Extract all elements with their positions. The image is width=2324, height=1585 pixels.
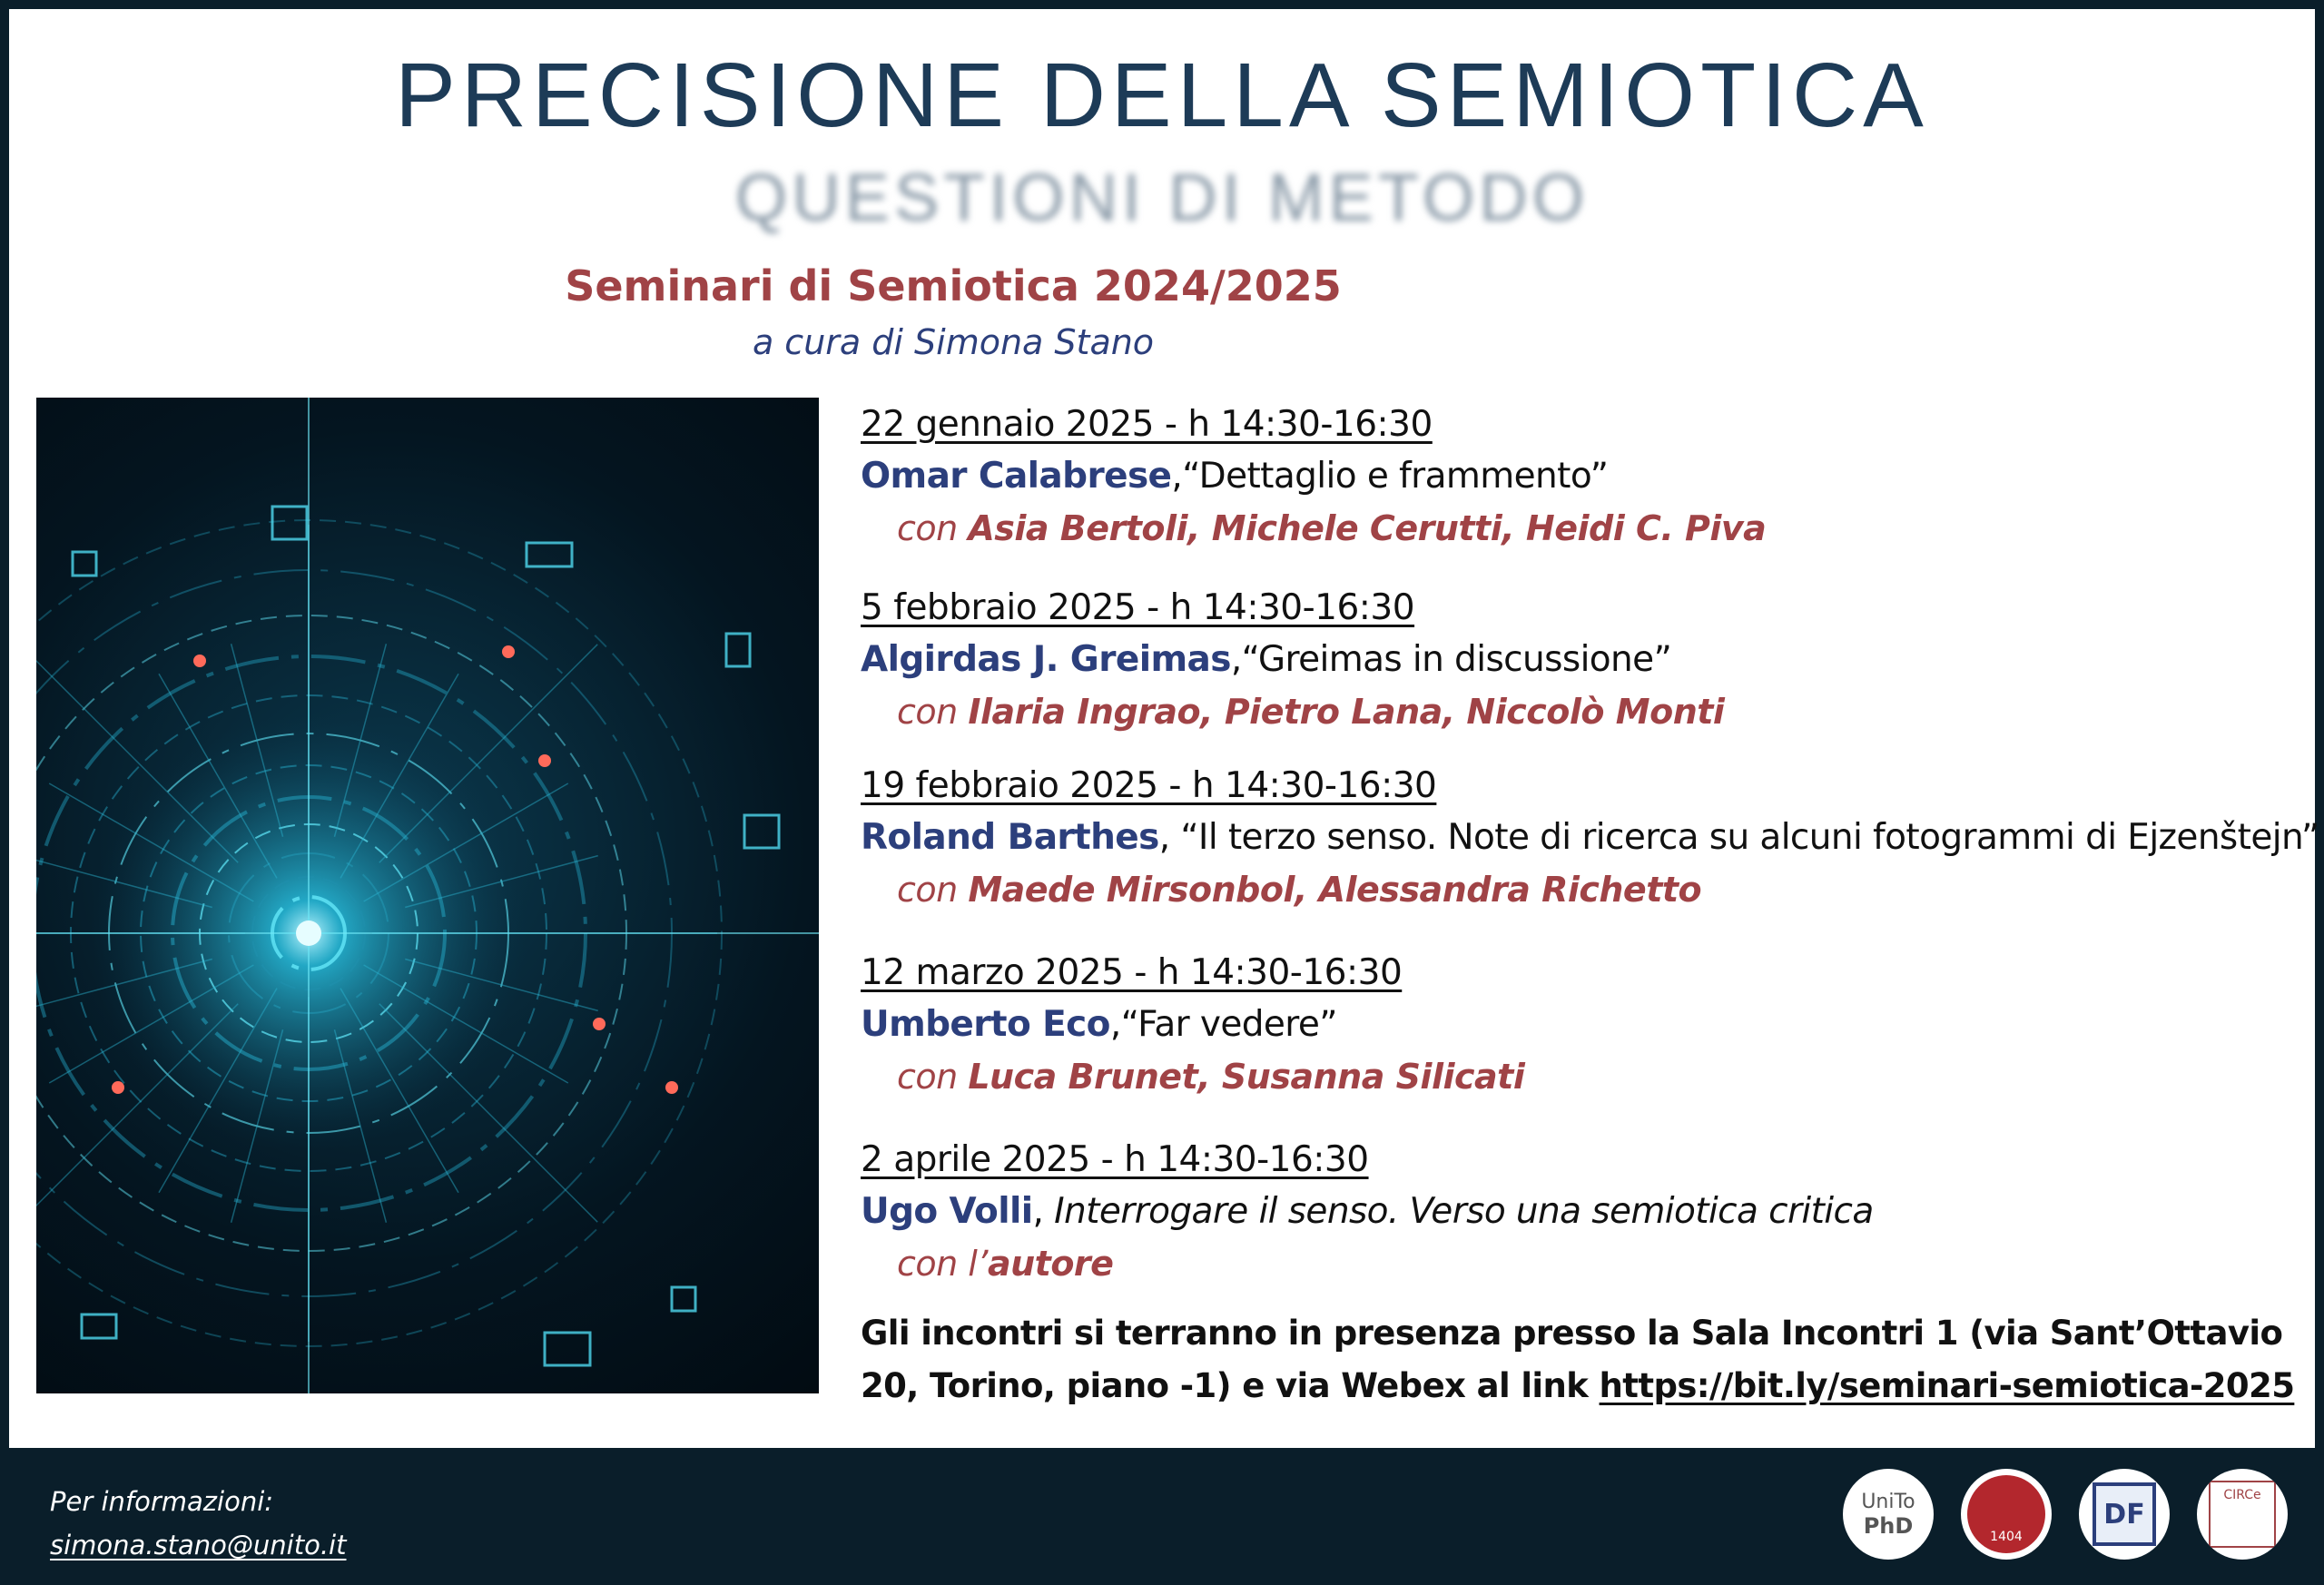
session-title: Interrogare il senso. Verso una semiotica critica xyxy=(1054,1191,1874,1232)
red-light xyxy=(538,754,551,767)
circuit-square xyxy=(726,634,750,666)
curator-line: a cura di Simona Stano xyxy=(752,322,1155,362)
partner-logos xyxy=(1843,1469,2297,1569)
logo-text: CIRCe xyxy=(2223,1488,2261,1502)
university-seal-logo xyxy=(1961,1469,2052,1560)
session-talk: Algirdas J. Greimas,“Greimas in discussione” xyxy=(861,639,1672,680)
tech-circle-illustration xyxy=(36,398,819,1393)
session-title: “Greimas in discussione” xyxy=(1241,639,1672,680)
poster-subtitle: QUESTIONI DI METODO xyxy=(734,160,1590,235)
webex-link[interactable]: https://bit.ly/seminari-semiotica-2025 xyxy=(1599,1366,2295,1405)
tech-circle-graphic xyxy=(36,398,819,1393)
session-title: “Il terzo senso. Note di ricerca su alcuni fotogrammi di Ejzenštejn” xyxy=(1180,817,2319,858)
session-speaker: Roland Barthes xyxy=(861,817,1159,858)
dfe-icon xyxy=(2093,1482,2156,1546)
circuit-square xyxy=(672,1287,695,1311)
discussants-names: autore xyxy=(987,1244,1114,1284)
red-light xyxy=(193,655,206,667)
session-2 xyxy=(861,583,2304,737)
session-date: 19 febbraio 2025 - h 14:30-16:30 xyxy=(861,765,1437,806)
discussants-prefix: con xyxy=(897,692,958,732)
circe-logo xyxy=(2197,1469,2288,1560)
session-date: 12 marzo 2025 - h 14:30-16:30 xyxy=(861,952,1403,993)
session-discussants xyxy=(861,864,2304,915)
core-dot xyxy=(296,920,321,946)
dfe-logo xyxy=(2079,1469,2170,1560)
red-light xyxy=(593,1018,606,1030)
session-3 xyxy=(861,761,2319,915)
unito-phd-logo xyxy=(1843,1469,1934,1560)
circuit-square xyxy=(82,1314,116,1338)
discussants-names: Asia Bertoli, Michele Cerutti, Heidi C. Piva xyxy=(968,508,1767,548)
logo-text: UniTo xyxy=(1861,1491,1915,1513)
discussants-prefix: con xyxy=(897,508,958,548)
session-date: 22 gennaio 2025 - h 14:30-16:30 xyxy=(861,404,1433,445)
session-talk: Ugo Volli, Interrogare il senso. Verso una semiotica critica xyxy=(861,1191,1874,1232)
session-title: “Dettaglio e frammento” xyxy=(1182,456,1609,497)
session-date: 2 aprile 2025 - h 14:30-16:30 xyxy=(861,1139,1369,1180)
session-talk: Roland Barthes, “Il terzo senso. Note di ricerca su alcuni fotogrammi di Ejzenštejn” xyxy=(861,817,2319,858)
circuit-square xyxy=(73,552,96,576)
logo-text: PhD xyxy=(1863,1513,1914,1539)
logo-text: 1404 xyxy=(1990,1530,2023,1544)
session-talk: Umberto Eco,“Far vedere” xyxy=(861,1004,1337,1045)
discussants-names: Maede Mirsonbol, Alessandra Richetto xyxy=(968,870,1702,910)
discussants-names: Luca Brunet, Susanna Silicati xyxy=(968,1057,1525,1097)
discussants-names: Ilaria Ingrao, Pietro Lana, Niccolò Monti xyxy=(968,692,1725,732)
circuit-square xyxy=(744,815,779,848)
logo-text: DF xyxy=(2103,1498,2145,1531)
poster-title: PRECISIONE DELLA SEMIOTICA xyxy=(395,44,1929,146)
session-date: 5 febbraio 2025 - h 14:30-16:30 xyxy=(861,587,1415,628)
circuit-square xyxy=(272,507,307,539)
session-speaker: Algirdas J. Greimas xyxy=(861,639,1231,680)
session-1 xyxy=(861,399,2304,554)
venue-info xyxy=(861,1307,2304,1413)
discussants-prefix: con xyxy=(897,870,958,910)
seal-icon xyxy=(1967,1475,2045,1553)
session-speaker: Ugo Volli xyxy=(861,1191,1033,1232)
session-discussants xyxy=(861,503,2304,554)
session-5 xyxy=(861,1135,2304,1289)
circe-icon xyxy=(2209,1481,2276,1548)
session-discussants xyxy=(861,1238,2304,1289)
session-4 xyxy=(861,948,2304,1102)
contact-email[interactable]: simona.stano@unito.it xyxy=(50,1530,347,1560)
discussants-prefix: con xyxy=(897,1057,958,1097)
seminar-series-title: Seminari di Semiotica 2024/2025 xyxy=(565,261,1342,310)
session-speaker: Omar Calabrese xyxy=(861,456,1172,497)
red-light xyxy=(665,1081,678,1094)
session-speaker: Umberto Eco xyxy=(861,1004,1110,1045)
session-discussants xyxy=(861,686,2304,737)
session-discussants xyxy=(861,1051,2304,1102)
red-light xyxy=(502,645,515,658)
circuit-square xyxy=(545,1333,590,1365)
venue-text: Gli incontri si terranno in presenza presso la Sala Incontri 1 (via Sant’Ottavio 20, Torino, piano -1) e via Webex al link xyxy=(861,1314,2283,1405)
red-light xyxy=(112,1081,124,1094)
poster-panel xyxy=(9,9,2319,1448)
contact-info xyxy=(50,1480,346,1567)
contact-label: Per informazioni: xyxy=(50,1486,274,1517)
circuit-square xyxy=(527,543,572,566)
session-talk: Omar Calabrese,“Dettaglio e frammento” xyxy=(861,456,1609,497)
discussants-prefix: con l’ xyxy=(897,1244,988,1284)
session-title: “Far vedere” xyxy=(1120,1004,1337,1045)
